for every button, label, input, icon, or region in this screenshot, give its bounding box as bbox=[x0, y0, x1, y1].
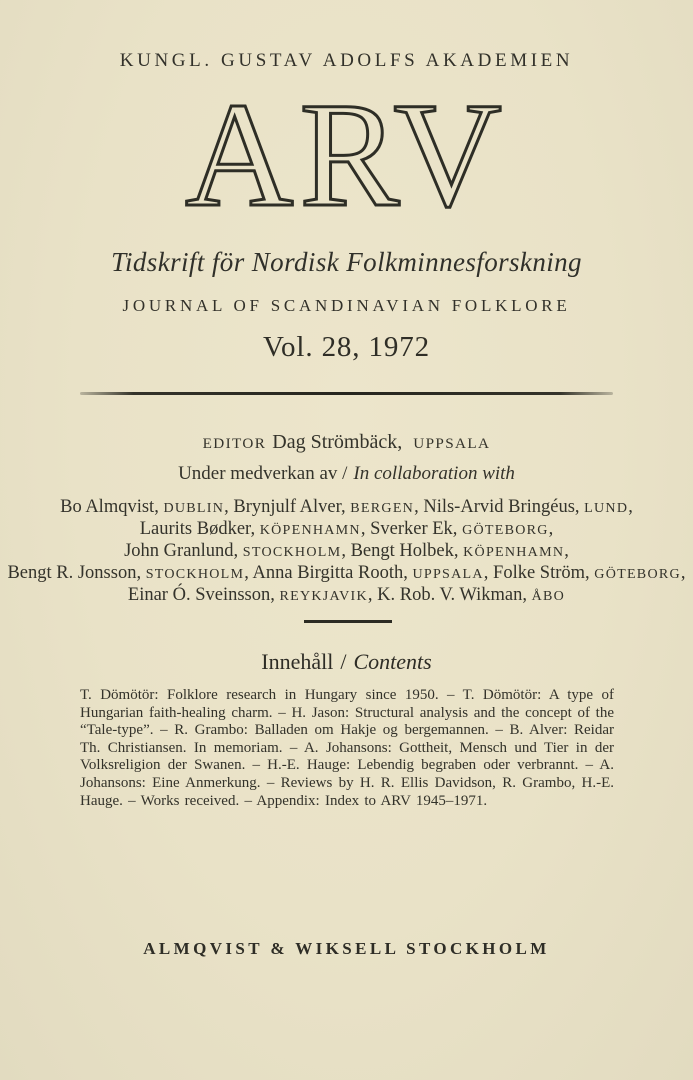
collaborator-city: BERGEN bbox=[350, 500, 415, 516]
editor-name: Dag Strömbäck, bbox=[272, 431, 403, 453]
collaborator-name: , Brynjulf Alver, bbox=[224, 497, 351, 517]
collaborator-city: KÖPENHAMN bbox=[463, 544, 565, 560]
subtitle-english: JOURNAL OF SCANDINAVIAN FOLKLORE bbox=[122, 296, 571, 315]
collaboration-intro-english: In collaboration with bbox=[353, 463, 515, 484]
collaborator-name: , bbox=[564, 541, 569, 561]
collaborator-city: GÖTEBORG bbox=[594, 566, 681, 582]
collaborator-city: DUBLIN bbox=[163, 500, 225, 516]
collaborator-name: , bbox=[628, 497, 633, 517]
collaborators-list bbox=[0, 497, 693, 607]
volume-number: Vol. 28, 1972 bbox=[262, 331, 431, 363]
collaborator-city: STOCKHOLM bbox=[242, 544, 342, 560]
collaborator-name: , bbox=[548, 519, 554, 539]
collaborator-city: UPPSALA bbox=[412, 566, 484, 582]
collaborator-name: , Nils-Arvid Bringéus, bbox=[414, 497, 585, 517]
contents-heading-separator: / bbox=[340, 649, 347, 674]
collaborator-name: , K. Rob. V. Wikman, bbox=[367, 585, 532, 605]
contents-heading-english: Contents bbox=[353, 649, 432, 674]
collaborator-name: , Anna Birgitta Rooth, bbox=[244, 563, 413, 583]
collaborator-name: , bbox=[680, 563, 686, 583]
collaborator-line bbox=[0, 541, 693, 563]
editor-label: EDITOR bbox=[202, 435, 267, 452]
collaborator-name: Bo Almqvist, bbox=[60, 497, 164, 517]
contents-heading-swedish: Innehåll bbox=[261, 649, 334, 674]
journal-title: ARV bbox=[185, 72, 508, 238]
collaborator-name: , Folke Ström, bbox=[483, 563, 595, 583]
editor-line bbox=[0, 431, 693, 454]
editor-city: UPPSALA bbox=[413, 435, 491, 452]
horizontal-rule-main bbox=[80, 392, 613, 395]
collaborator-name: Einar Ó. Sveinsson, bbox=[127, 585, 280, 605]
collaborator-city: KÖPENHAMN bbox=[259, 522, 361, 538]
collaboration-intro-swedish: Under medverkan av / bbox=[178, 463, 348, 484]
collaborator-city: ÅBO bbox=[531, 588, 566, 604]
collaborator-city: STOCKHOLM bbox=[145, 566, 245, 582]
collaborator-line bbox=[0, 563, 693, 585]
collaborator-line bbox=[0, 519, 693, 541]
collaborator-city: GÖTEBORG bbox=[462, 522, 549, 538]
collaborator-line bbox=[0, 497, 693, 519]
collaborator-name: Bengt R. Jonsson, bbox=[7, 563, 146, 583]
collaborator-name: John Granlund, bbox=[124, 541, 243, 561]
collaborator-line bbox=[0, 585, 693, 607]
subtitle-swedish: Tidskrift för Nordisk Folkminnesforskning bbox=[111, 247, 582, 277]
contents-heading bbox=[0, 649, 693, 675]
horizontal-rule-short bbox=[304, 620, 392, 623]
collaborator-name: Laurits Bødker, bbox=[139, 519, 260, 539]
collaborator-name: , Bengt Holbek, bbox=[341, 541, 464, 561]
collaboration-intro bbox=[0, 463, 693, 485]
academy-name: KUNGL. GUSTAV ADOLFS AKADEMIEN bbox=[119, 50, 574, 71]
collaborator-city: LUND bbox=[584, 500, 629, 516]
collaborator-city: REYKJAVIK bbox=[279, 588, 368, 604]
publisher-imprint: ALMQVIST & WIKSELL STOCKHOLM bbox=[143, 939, 550, 958]
contents-paragraph: T. Dömötör: Folklore research in Hungary since 1950. – T. Dömötör: A type of Hungarian faith-healing charm. – H. Jason: Structural analysis and the concept of the “Tale-type”. – R. Grambo: Balladen om Hakje og bergemannen. – B. Alver: Reidar Th. Christiansen. In memoriam. – A. Johansons: Gottheit, Mensch und Tier in der Volksreligion der Swanen. – H.-E. Hauge: Lebendig begraben oder verbrannt. – A. Johansons: Eine Anmerkung. – Reviews by H. R. Ellis Davidson, R. Grambo, H.-E. Hauge. – Works received. – Appendix: Index to ARV 1945–1971. bbox=[80, 687, 614, 809]
collaborator-name: , Sverker Ek, bbox=[360, 519, 463, 539]
